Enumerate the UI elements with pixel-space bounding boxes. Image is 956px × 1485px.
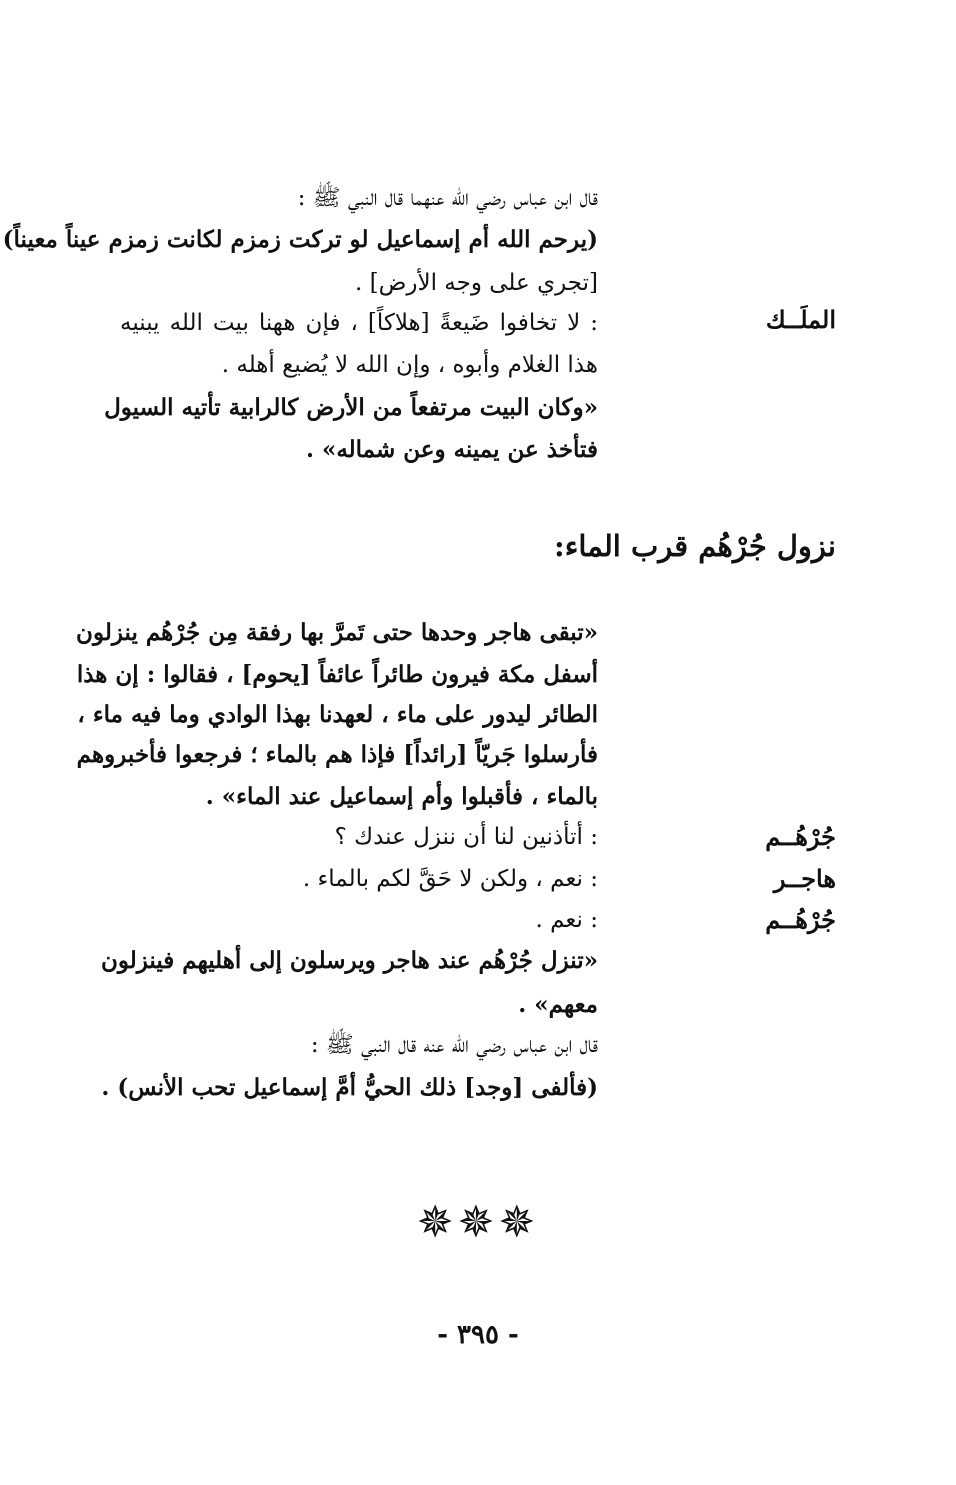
hadith-quote-line: (يرحم الله أم إسماعيل لو تركت زمزم لكانت زمزم عيناً معيناً) — [2, 226, 598, 253]
hadith-quote-line: [تجري على وجه الأرض] . — [354, 270, 598, 296]
narration-line: «تبقى هاجر وحدها حتى تَمرَّ بها رفقة مِن جُرْهُم ينزلون — [76, 619, 598, 646]
dialogue-line: : نعم . — [535, 907, 598, 933]
narration-line: فتأخذ عن يمينه وعن شماله» . — [305, 436, 598, 463]
speaker-jurhum: جُرْهُــم — [765, 905, 836, 934]
narration-line: فأرسلوا جَريّاً [رائداً] فإذا هم بالماء ؛ فرجعوا فأخبروهم — [76, 741, 598, 768]
dialogue-line: : نعم ، ولكن لا حَقَّ لكم بالماء . — [302, 866, 598, 892]
speaker-hajar: هاجــر — [773, 864, 836, 893]
page-number: - ٣٩٥ - — [437, 1320, 519, 1350]
narration-line: الطائر ليدور على ماء ، لعهدنا بهذا الوادي وما فيه ماء ، — [77, 701, 598, 728]
star-ornament-icon: ✵✵✵ — [416, 1197, 540, 1248]
angel-speech-line: هذا الغلام وأبوه ، وإن الله لا يُضيع أهله . — [221, 352, 598, 378]
hadith-quote-line: (فألفى [وجد] ذلك الحيُّ أمَّ إسماعيل تحب الأنس) . — [101, 1074, 598, 1101]
speaker-jurhum: جُرْهُــم — [765, 822, 836, 851]
angel-speech-line: : لا تخافوا ضَيعةً [هلاكاً] ، فإن ههنا بيت الله يبنيه — [120, 310, 598, 336]
narration-line: أسفل مكة فيرون طائراً عائفاً [يحوم] ، فقالوا : إن هذا — [76, 661, 598, 688]
narration-line: بالماء ، فأقبلوا وأم إسماعيل عند الماء» . — [205, 783, 598, 810]
narration-line: «تنزل جُرْهُم عند هاجر ويرسلون إلى أهليهم فينزلون — [100, 947, 598, 974]
hadith-intro-line: قال ابن عباس رضي الله عنهما قال النبي ﷺ : — [297, 185, 598, 211]
section-heading: نزول جُرْهُم قرب الماء: — [554, 529, 836, 563]
speaker-angel: الملَــك — [765, 305, 836, 334]
narration-line: معهم» . — [518, 991, 598, 1018]
narration-line: «وكان البيت مرتفعاً من الأرض كالرابية تأتيه السيول — [104, 394, 598, 421]
dialogue-line: : أتأذنين لنا أن ننزل عندك ؟ — [334, 824, 598, 850]
hadith-intro-line: قال ابن عباس رضي الله عنه قال النبي ﷺ : — [310, 1032, 598, 1058]
